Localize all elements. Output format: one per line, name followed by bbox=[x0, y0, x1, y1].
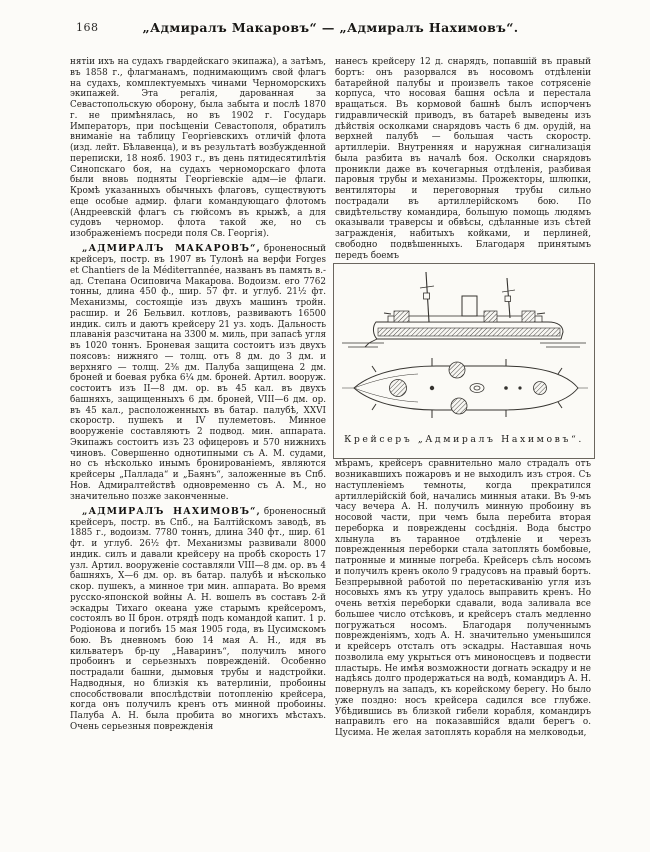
right-column bbox=[335, 57, 591, 739]
text-columns bbox=[70, 57, 591, 739]
ship-engraving bbox=[336, 266, 592, 426]
deckhouse bbox=[388, 316, 542, 322]
figure-caption: Крейсеръ „Адмиралъ Нахимовъ“. bbox=[344, 433, 584, 445]
aft-barbette bbox=[522, 311, 535, 322]
armor-belt bbox=[378, 328, 560, 336]
ship-figure-frame bbox=[333, 263, 595, 459]
entry-nakhimov-body: броненосный крейсеръ, постр. въ Спб., на Балтійскомъ заводѣ, въ 1885 г., водоизм. 7780 тоннъ, длина 340 фт., шир. 61 фт. и углуб. 26½ фт. Механизмы развивали 8000 индик. силъ и давали крейсеру на пробѣ скорость 17 узл. Артил. вооруженіе составляли VIII—8 дм. ор. въ 4 башняхъ, X—6 дм. ор. въ батар. палубѣ и нѣсколько скор. пушекъ, а минное три мин. аппарата. Во время русско-японской войны А. Н. вошелъ въ составъ 2-й эскадры Тихаго океана уже старымъ крейсеромъ, состоялъ во II брон. отрядѣ подъ командой капит. 1 р. Родіонова и погибъ 15 мая 1905 года, въ Цусимскомъ бою. Въ дневномъ бою 14 мая А. Н., идя въ кильватеръ бр-цу „Наваринъ“, получилъ много пробоинъ и серьезныхъ поврежденій. Особенно пострадали башни, дымовыя трубы и надстройки. Надводныя, но близкія къ ватерлиніи, пробоины способствовали впослѣдствіи потопленію крейсера, когда онъ получилъ кренъ отъ минной пробоины. Палуба А. Н. была пробита во многихъ мѣстахъ. Очень серьезныя поврежденія bbox=[70, 506, 326, 732]
entry-admiral-makarov bbox=[70, 244, 326, 502]
entry-makarov-body: броненосный крейсеръ, постр. въ 1907 въ Тулонѣ на верфи Forges et Chantiers de la Méditerrannée, названъ въ память в.-ад. Степана Осиповича Макарова. Водоизм. его 7762 тонны, длина 450 ф., шир. 57 фт. и углуб. 21½ фт. Механизмы, состоящіе изъ двухъ машинъ тройн. расшир. и 26 Бельвил. котловъ, развиваютъ 16500 индик. силъ и даютъ крейсеру 21 уз. ходъ. Дальность плаванія разсчитана на 3300 м. миль, при запасѣ угля въ 1020 тоннъ. Броневая защита состоитъ изъ двухъ поясовъ: нижняго — толщ. отъ 8 дм. до 3 дм. и верхняго — толщ. 2⅜ дм. Палуба защищена 2 дм. броней и боевая рубка 6¼ дм. броней. Артил. вооруж. состоитъ изъ II—8 дм. ор. въ 45 кал. въ двухъ башняхъ, защищенныхъ 6 дм. броней, VIII—6 дм. ор. въ 45 кал., расположенныхъ въ батар. палубѣ, XXVI скоростр. пушекъ и IV пулеметовъ. Минное вооруженіе составляютъ 2 подвод. мин. аппарата. Экипажъ состоитъ изъ 23 офицеровъ и 570 нижнихъ чиновъ. Совершенно однотипными съ А. М. судами, но съ нѣсколько инымъ бронированіемъ, являются крейсеры „Паллада“ и „Баянъ“, заложенные въ Спб. Нов. Адмиралтействѣ одновременно съ А. М., но значительно позже законченные. bbox=[70, 244, 326, 502]
page-number: 168 bbox=[76, 21, 99, 34]
page-header bbox=[70, 20, 591, 38]
waterline-strokes bbox=[342, 343, 586, 347]
continuation-paragraph: нятіи ихъ на судахъ гвардейскаго экипажа), а затѣмъ, въ 1858 г., флагманамъ, поднимающимъ свой флагъ на судахъ, комплектуемыхъ чинами Черноморскихъ экипажей. Эта регалія, дарованная за Севастопольскую оборону, была забыта и послѣ 1870 г. не примѣнялась, но въ 1902 г. Государь Императоръ, при посѣщеніи Севастополя, обратилъ вниманіе на таблицу Георгіевскихъ отличій флота (изд. лейт. Бѣлавенца), и въ результатѣ возбужденной переписки, 18 нояб. 1903 г., въ день пятидесятилѣтія Синопскаго боя, на судахъ черноморскаго флота были вновь подняты Георгіевскіе адм—іе флаги. Кромѣ указанныхъ обычныхъ флаговъ, существуютъ еще особые адмир. флаги командующаго флотомъ (Андреевскій флагъ съ гюйсомъ въ крыжѣ, а для судовъ черномор. флота такой же, но съ изображеніемъ посреди поля Св. Георгія). bbox=[70, 57, 326, 239]
running-title: „Адмиралъ Макаровъ“ — „Адмиралъ Нахимовъ“. bbox=[142, 20, 519, 35]
entry-makarov-headword: „АДМИРАЛЪ МАКАРОВЪ“, bbox=[82, 243, 261, 255]
mid-barbette bbox=[484, 311, 497, 322]
paragraph-before-figure: нанесъ крейсеру 12 д. снарядъ, попавшій въ правый бортъ: онъ разорвался въ носовомъ отдѣленіи батарейной палубы и произвелъ такое сотрясеніе корпуса, что носовая башня осѣла и перестала вращаться. Въ кормовой башнѣ былъ испорченъ гидравлическій приводъ, въ батареѣ выведены изъ дѣйствія осколками снарядовъ часть 6 дм. орудій, на верхней палубѣ — большая часть скоростр. артиллеріи. Внутренняя и наружная сигнализація была разбита въ началѣ боя. Осколки снарядовъ проникли даже въ кочегарныя отдѣленія, разбивая паровыя трубы и механизмы. Прожекторы, шлюпки, вентиляторы и переговорныя трубы сильно пострадали въ артиллерійскомъ бою. По свидѣтельству командира, большую помощь людямъ оказывали траверсы и обвѣсы, сдѣланные изъ сѣтей загражденія, набитыхъ койками, и перлиней, свободно подвѣшенныхъ. Благодаря принятымъ передъ боемъ bbox=[335, 57, 591, 261]
funnel bbox=[462, 296, 477, 316]
paragraph-after-figure: мѣрамъ, крейсеръ сравнительно мало страдалъ отъ возникавшихъ пожаровъ и не выходилъ изъ строя. Съ наступленіемъ темноты, когда прекратился артиллерійскій бой, начались минныя атаки. Въ 9-мъ часу вечера А. Н. получилъ минную пробоину въ носовой части, при чемъ была перебита вторая переборка и повреждены сосѣднія. Вода быстро хлынула въ таранное отдѣленіе и черезъ поврежденныя переборки стала затоплять бомбовые, патронные и минные погреба. Крейсеръ сѣлъ носомъ и получилъ кренъ около 9 градусовъ на правый бортъ. Безпрерывной работой по перетаскиванію угля изъ носовыхъ ямъ къ утру удалось выправить кренъ. Но очень ветхія переборки сдавали, вода заливала все большее число отсѣковъ, и крейсеръ сталъ медленно погружаться носомъ. Благодаря полученнымъ поврежденіямъ, ходъ А. Н. значительно уменьшился и крейсеръ отсталъ отъ эскадры. Наставшая ночь позволила ему укрыться отъ миноносцевъ и подвести пластырь. Не имѣя возможности догнать эскадру и не надѣясь долго продержаться на водѣ, командиръ А. Н. повернулъ на западъ, къ корейскому берегу. Но было уже поздно: носъ крейсера садился все глубже. Убѣдившись въ близкой гибели корабля, командиръ направилъ его на показавшійся вдали берегъ о. Цусима. Не желая затоплять корабля на мелководьи, bbox=[335, 459, 591, 738]
fore-barbette bbox=[394, 311, 409, 322]
ship-figure bbox=[333, 263, 595, 459]
left-column bbox=[70, 57, 326, 739]
entry-admiral-nakhimov bbox=[70, 507, 326, 733]
entry-nakhimov-headword: „АДМИРАЛЪ НАХИМОВЪ“, bbox=[82, 505, 261, 517]
